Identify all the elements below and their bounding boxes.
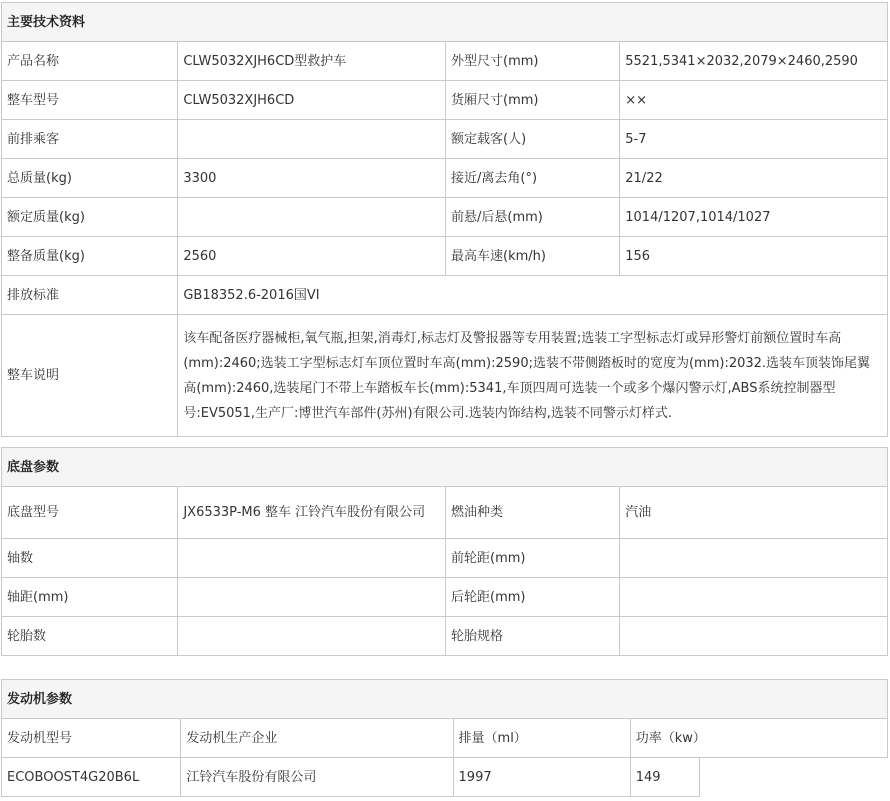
spec-label: 外型尺寸(mm) (446, 42, 620, 81)
spec-value (178, 120, 446, 159)
description-label: 整车说明 (2, 315, 178, 437)
spec-label: 额定质量(kg) (2, 198, 178, 237)
spec-label: 前排乘客 (2, 120, 178, 159)
emission-value: GB18352.6-2016国VI (178, 276, 888, 315)
spec-value (178, 539, 446, 578)
spec-value (620, 539, 888, 578)
spec-label: 整车型号 (2, 81, 178, 120)
spec-value (620, 617, 888, 656)
column-header: 功率（kw） (630, 719, 887, 758)
engine-maker-value: 江铃汽车股份有限公司 (181, 758, 453, 797)
table-row (2, 487, 888, 539)
spec-value: JX6533P-M6 整车 江铃汽车股份有限公司 (178, 487, 446, 539)
column-header: 发动机型号 (2, 719, 181, 758)
spec-label: 最高车速(km/h) (446, 237, 620, 276)
spec-label: 产品名称 (2, 42, 178, 81)
chassis-spec-table (1, 447, 888, 656)
spec-label: 额定载客(人) (446, 120, 620, 159)
spec-value: 3300 (178, 159, 446, 198)
table-row (2, 276, 888, 315)
spec-label: 前悬/后悬(mm) (446, 198, 620, 237)
spec-label: 整备质量(kg) (2, 237, 178, 276)
table-row (2, 617, 888, 656)
section-title: 主要技术资料 (2, 3, 888, 42)
table-row (2, 758, 888, 797)
table-row (2, 81, 888, 120)
spec-value: 汽油 (620, 487, 888, 539)
spec-label: 底盘型号 (2, 487, 178, 539)
column-header: 排量（ml） (453, 719, 630, 758)
spec-value: 1014/1207,1014/1027 (620, 198, 888, 237)
table-row (2, 42, 888, 81)
spec-value (178, 617, 446, 656)
spec-label: 轴数 (2, 539, 178, 578)
spec-value: 5-7 (620, 120, 888, 159)
spec-value: 5521,5341×2032,2079×2460,2590 (620, 42, 888, 81)
section-title: 底盘参数 (2, 448, 888, 487)
table-row (2, 159, 888, 198)
emission-label: 排放标准 (2, 276, 178, 315)
empty-cell (700, 758, 888, 797)
table-row (2, 539, 888, 578)
spec-value (620, 578, 888, 617)
displacement-value: 1997 (453, 758, 630, 797)
section-title: 发动机参数 (2, 680, 888, 719)
table-row (2, 120, 888, 159)
table-row (2, 578, 888, 617)
table-row (2, 315, 888, 437)
spec-label: 货厢尺寸(mm) (446, 81, 620, 120)
spec-label: 后轮距(mm) (446, 578, 620, 617)
spec-label: 轮胎规格 (446, 617, 620, 656)
table-header-row (2, 719, 888, 758)
main-spec-table (1, 2, 888, 437)
spec-label: 轴距(mm) (2, 578, 178, 617)
spec-value (178, 578, 446, 617)
spec-value: ×× (620, 81, 888, 120)
spec-label: 燃油种类 (446, 487, 620, 539)
spec-label: 接近/离去角(°) (446, 159, 620, 198)
spec-value: 156 (620, 237, 888, 276)
engine-spec-table (1, 679, 888, 797)
table-row (2, 237, 888, 276)
column-header: 发动机生产企业 (181, 719, 453, 758)
spec-value: CLW5032XJH6CD (178, 81, 446, 120)
table-row (2, 198, 888, 237)
engine-model-value: ECOBOOST4G20B6L (2, 758, 181, 797)
spec-value: CLW5032XJH6CD型救护车 (178, 42, 446, 81)
spec-value: 21/22 (620, 159, 888, 198)
spec-value (178, 198, 446, 237)
spec-label: 轮胎数 (2, 617, 178, 656)
spec-label: 总质量(kg) (2, 159, 178, 198)
spec-value: 2560 (178, 237, 446, 276)
power-value: 149 (630, 758, 699, 797)
description-value: 该车配备医疗器械柜,氧气瓶,担架,消毒灯,标志灯及警报器等专用装置;选装工字型标志灯或异形警灯前额位置时车高(mm):2460;选装工字型标志灯车顶位置时车高(mm):2590;选装不带侧踏板时的宽度为(mm):2032.选装车顶装饰尾翼高(mm):2460,选装尾门不带上车踏板车长(mm):5341,车顶四周可选装一个或多个爆闪警示灯,ABS系统控制器型号:EV5051,生产厂:博世汽车部件(苏州)有限公司.选装内饰结构,选装不同警示灯样式. (178, 315, 888, 437)
spec-label: 前轮距(mm) (446, 539, 620, 578)
